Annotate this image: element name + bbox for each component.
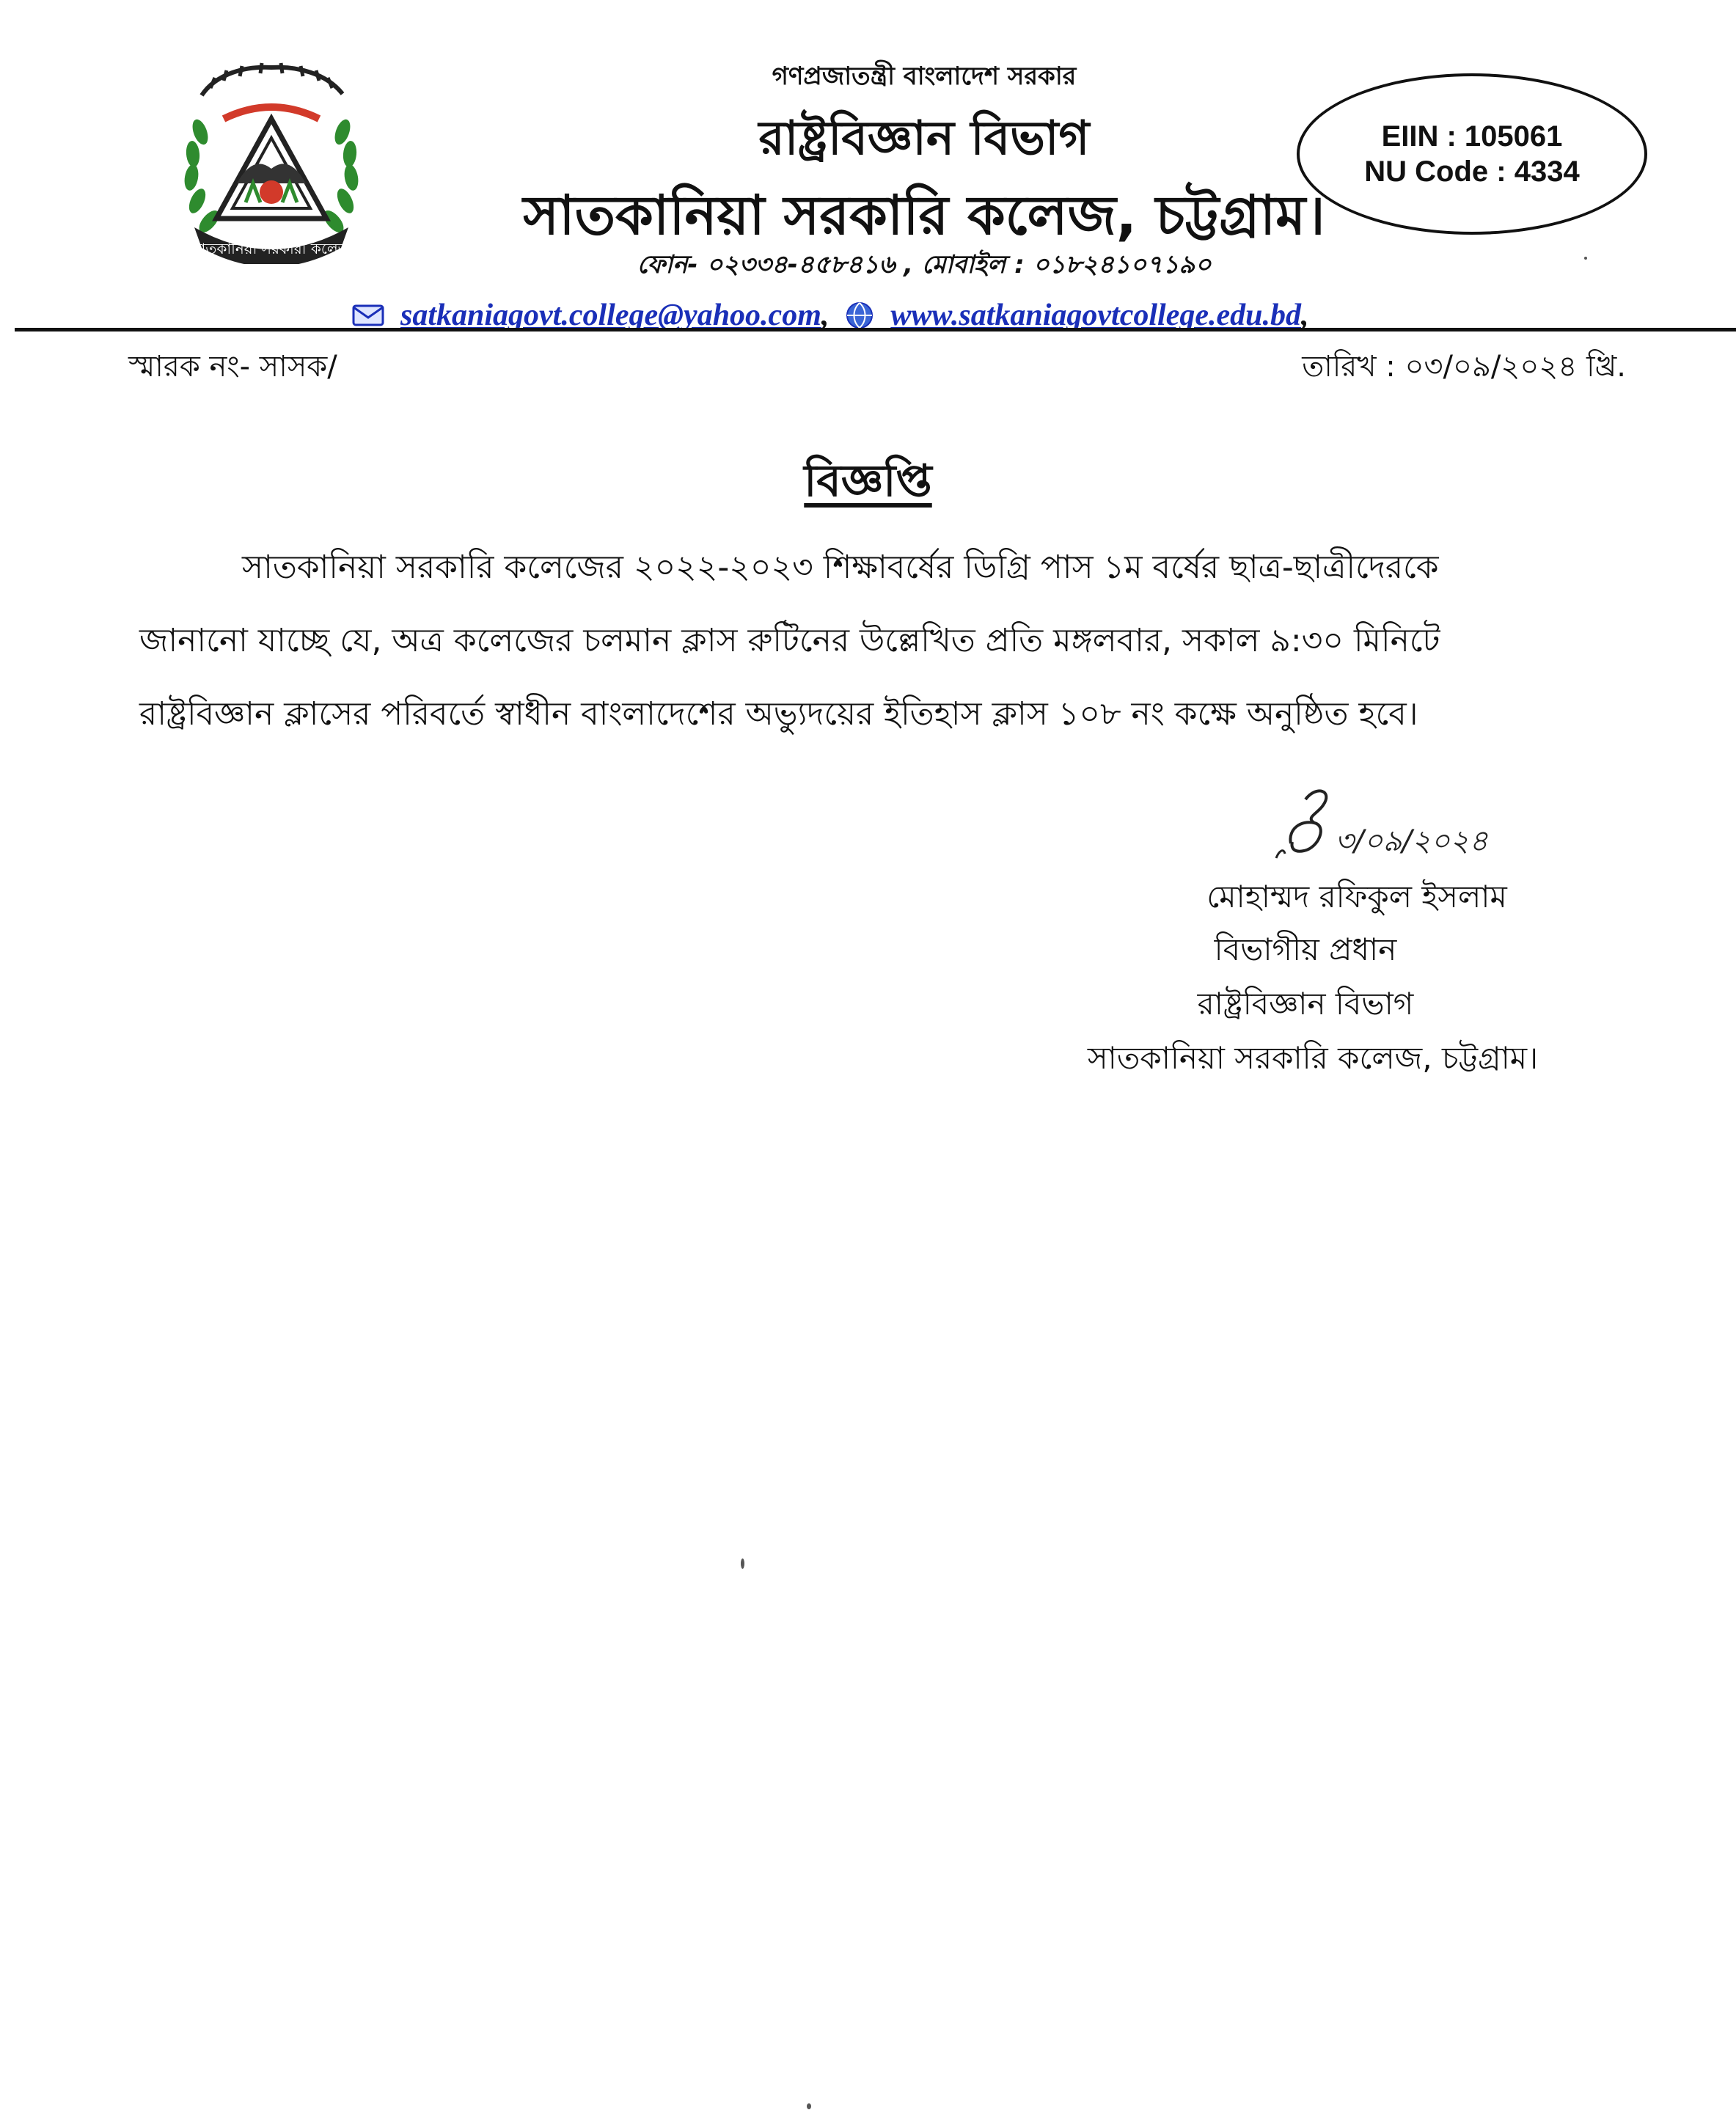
- scan-speck: [1584, 257, 1587, 260]
- memo-number: স্মারক নং- সাসক/: [128, 350, 337, 384]
- notice-body-line-3: রাষ্ট্রবিজ্ঞান ক্লাসের পরিবর্তে স্বাধীন বাংলাদেশের অভ্যুদয়ের ইতিহাস ক্লাস ১০৮ নং কক্ষে অনুষ্ঠিত হবে।: [139, 695, 1418, 733]
- notice-body-line-1: সাতকানিয়া সরকারি কলেজের ২০২২-২০২৩ শিক্ষাবর্ষের ডিগ্রি পাস ১ম বর্ষের ছাত্র-ছাত্রীদেরকে: [242, 549, 1439, 586]
- signature: [1247, 777, 1526, 880]
- department-title: রাষ্ট্রবিজ্ঞান বিভাগ: [758, 111, 1090, 166]
- notice-title-text: বিজ্ঞপ্তি: [804, 455, 932, 507]
- envelope-icon: [352, 303, 384, 328]
- college-logo: [172, 51, 370, 264]
- globe-icon: [845, 301, 874, 330]
- signatory-title: বিভাগীয় প্রধান: [1214, 931, 1397, 967]
- notice-body-line-2: জানানো যাচ্ছে যে, অত্র কলেজের চলমান ক্লাস রুটিনের উল্লেখিত প্রতি মঙ্গলবার, সকাল ৯:৩০ মিনিটে: [139, 622, 1440, 659]
- logo-text: সাতকানিয়া সরকারী কলেজ: [191, 240, 351, 257]
- contact-line: ফোন- ০২৩৩৪-৪৫৮৪১৬ , মোবাইল : ০১৮২৪১০৭১৯০: [637, 250, 1212, 279]
- website-link[interactable]: www.satkaniagovtcollege.edu.bd: [890, 298, 1301, 332]
- notice-title: [0, 447, 1736, 521]
- signatory-name: মোহাম্মদ রফিকুল ইসলাম: [1206, 879, 1507, 915]
- email-link[interactable]: satkaniagovt.college@yahoo.com: [400, 298, 821, 332]
- signatory-college: সাতকানিয়া সরকারি কলেজ, চট্টগ্রাম।: [1087, 1040, 1539, 1076]
- signatory-department: রাষ্ট্রবিজ্ঞান বিভাগ: [1197, 986, 1414, 1022]
- college-title: সাতকানিয়া সরকারি কলেজ, চট্টগ্রাম।: [523, 184, 1325, 247]
- notice-date: তারিখ : ০৩/০৯/২০২৪ খ্রি.: [1302, 350, 1626, 384]
- signature-date: ৩/০৯/২০২৪: [1335, 824, 1488, 858]
- nu-code-text: NU Code : 4334: [1364, 155, 1580, 188]
- government-line: গণপ্রজাতন্ত্রী বাংলাদেশ সরকার: [772, 62, 1077, 91]
- eiin-badge: [1297, 73, 1647, 235]
- eiin-text: EIIN : 105061: [1381, 120, 1563, 153]
- web-contact-row: satkaniagovt.college@yahoo.com, www.satkaniagovtcollege.edu.bd,: [352, 293, 1308, 337]
- scan-speck: [807, 2103, 811, 2109]
- scan-speck: [741, 1558, 744, 1569]
- header-divider: [15, 328, 1736, 331]
